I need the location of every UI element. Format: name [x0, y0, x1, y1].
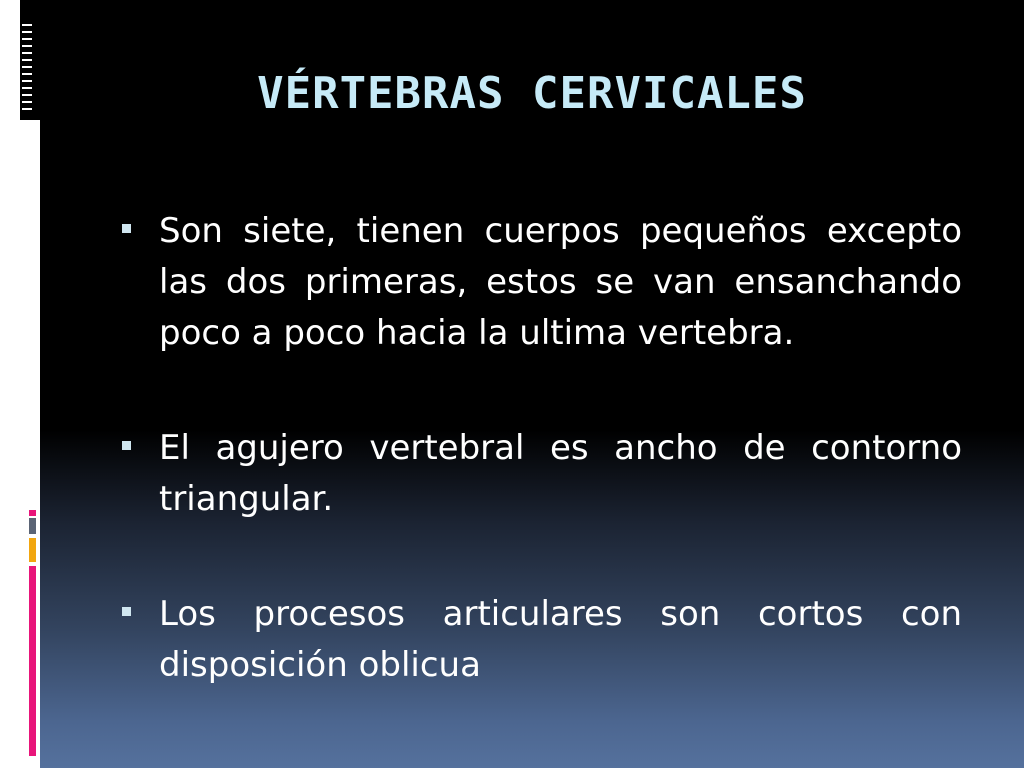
bullet-text: Los procesos articulares son cortos con disposición oblicua	[159, 594, 962, 685]
decorative-stripe	[22, 108, 32, 110]
accent-bar-pink	[29, 566, 36, 756]
slide-title: VÉRTEBRAS CERVICALES	[257, 68, 807, 119]
decorative-stripe	[22, 94, 32, 96]
decorative-stripe	[22, 80, 32, 82]
square-bullet-icon	[122, 441, 131, 450]
decorative-stripe	[22, 87, 32, 89]
decorative-stripe	[22, 101, 32, 103]
bullet-item	[122, 589, 962, 691]
bullet-item	[122, 206, 962, 359]
decorative-stripe	[22, 59, 32, 61]
decorative-stripe	[22, 38, 32, 40]
accent-bar-pink-small	[29, 510, 36, 516]
decorative-stripe	[22, 66, 32, 68]
decorative-stripe	[22, 52, 32, 54]
bullet-text: El agujero vertebral es ancho de contorno triangular.	[159, 428, 962, 519]
decorative-stripe	[22, 45, 32, 47]
bullet-list	[122, 206, 962, 755]
bullet-text: Son siete, tienen cuerpos pequeños excepto las dos primeras, estos se van ensanchando poco a poco hacia la ultima vertebra.	[159, 211, 962, 353]
square-bullet-icon	[122, 224, 131, 233]
accent-bar-orange	[29, 538, 36, 562]
decorative-stripe	[22, 31, 32, 33]
decorative-stripe	[22, 24, 32, 26]
square-bullet-icon	[122, 607, 131, 616]
bullet-item	[122, 423, 962, 525]
accent-bar-gray	[29, 518, 36, 534]
decorative-stripes	[22, 24, 32, 120]
decorative-stripe	[22, 73, 32, 75]
